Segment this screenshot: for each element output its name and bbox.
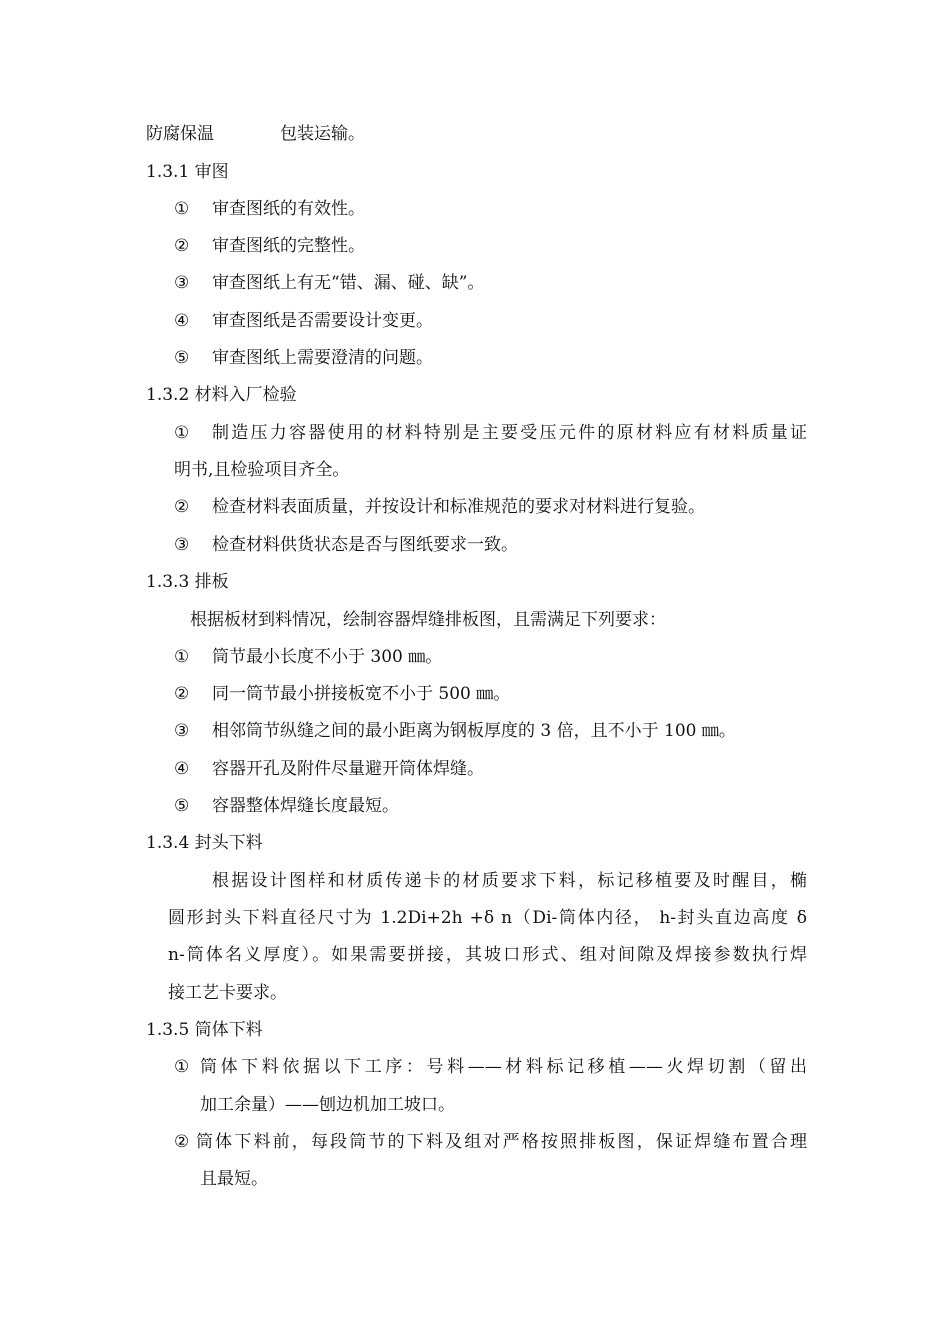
list-item-text: 筒体下料依据以下工序：号料——材料标记移植——火焊切割（留出 bbox=[200, 1057, 807, 1077]
list-marker: ④ bbox=[174, 311, 190, 331]
paragraph-line: n-筒体名义厚度）。如果需要拼接，其坡口形式、组对间隙及焊接参数执行焊 bbox=[168, 945, 807, 965]
paragraph-line: 圆形封头下料直径尺寸为 1.2Di+2h +δ n（Di-筒体内径， h-封头直边高度 δ bbox=[168, 908, 807, 928]
list-item-text: 容器整体焊缝长度最短。 bbox=[212, 796, 399, 816]
list-marker: ① bbox=[174, 199, 190, 219]
section-heading-1-3-2: 1.3.2 材料入厂检验 bbox=[146, 385, 297, 405]
list-item-text: 筒体下料前，每段筒节的下料及组对严格按照排板图，保证焊缝布置合理 bbox=[196, 1132, 807, 1152]
list-item-text: 审查图纸上有无“错、漏、碰、缺”。 bbox=[212, 273, 485, 293]
list-item-text: 审查图纸上需要澄清的问题。 bbox=[212, 348, 433, 368]
list-marker: ② bbox=[174, 1132, 190, 1152]
section-heading-1-3-4: 1.3.4 封头下料 bbox=[146, 833, 263, 853]
paragraph-text: 根据板材到料情况，绘制容器焊缝排板图，且需满足下列要求： bbox=[190, 610, 666, 630]
list-marker: ② bbox=[174, 497, 190, 517]
section-heading-1-3-3: 1.3.3 排板 bbox=[146, 572, 229, 592]
section-heading-1-3-1: 1.3.1 审图 bbox=[146, 162, 229, 182]
list-marker: ① bbox=[174, 1057, 190, 1077]
list-item-text-continuation: 且最短。 bbox=[200, 1169, 268, 1189]
list-item-text: 制造压力容器使用的材料特别是主要受压元件的原材料应有材料质量证 bbox=[212, 423, 807, 443]
list-item-text: 审查图纸的完整性。 bbox=[212, 236, 365, 256]
intro-text-1: 防腐保温 bbox=[146, 124, 214, 144]
list-marker: ① bbox=[174, 647, 190, 667]
list-marker: ③ bbox=[174, 535, 190, 555]
list-marker: ④ bbox=[174, 759, 190, 779]
list-item-text: 审查图纸是否需要设计变更。 bbox=[212, 311, 433, 331]
list-marker: ⑤ bbox=[174, 796, 190, 816]
list-marker: ② bbox=[174, 236, 190, 256]
list-item-text: 容器开孔及附件尽量避开筒体焊缝。 bbox=[212, 759, 484, 779]
list-item-text-continuation: 明书,且检验项目齐全。 bbox=[174, 460, 350, 480]
list-marker: ③ bbox=[174, 721, 190, 741]
list-item-text: 检查材料表面质量，并按设计和标准规范的要求对材料进行复验。 bbox=[212, 497, 705, 517]
list-item-text: 审查图纸的有效性。 bbox=[212, 199, 365, 219]
list-marker: ③ bbox=[174, 273, 190, 293]
list-item-text: 检查材料供货状态是否与图纸要求一致。 bbox=[212, 535, 518, 555]
list-item-text: 相邻筒节纵缝之间的最小距离为钢板厚度的 3 倍，且不小于 100 ㎜。 bbox=[212, 721, 736, 741]
list-item-text-continuation: 加工余量）——刨边机加工坡口。 bbox=[200, 1095, 455, 1115]
section-heading-1-3-5: 1.3.5 筒体下料 bbox=[146, 1020, 263, 1040]
list-item-text: 筒节最小长度不小于 300 ㎜。 bbox=[212, 647, 443, 667]
paragraph-line: 接工艺卡要求。 bbox=[168, 983, 287, 1003]
list-item-text: 同一筒节最小拼接板宽不小于 500 ㎜。 bbox=[212, 684, 511, 704]
list-marker: ① bbox=[174, 423, 190, 443]
paragraph-line: 根据设计图样和材质传递卡的材质要求下料，标记移植要及时醒目，椭 bbox=[212, 871, 807, 891]
list-marker: ② bbox=[174, 684, 190, 704]
list-marker: ⑤ bbox=[174, 348, 190, 368]
intro-text-2: 包装运输。 bbox=[280, 124, 365, 144]
